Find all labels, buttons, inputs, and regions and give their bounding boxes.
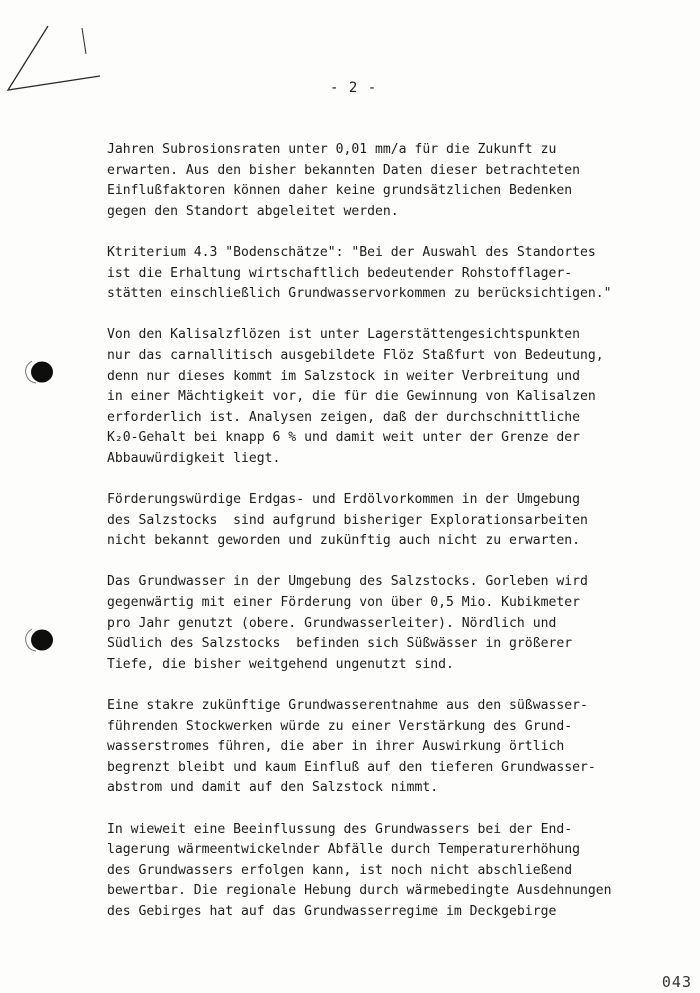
- text-line: ist die Erhaltung wirtschaftlich bedeutender Rohstofflager-: [107, 265, 573, 281]
- text-line: nicht bekannt geworden und zukünftig auch nicht zu erwarten.: [107, 533, 580, 549]
- paragraph: [107, 820, 667, 923]
- text-line: des Gebirges hat auf das Grundwasserregime im Deckgebirge: [107, 903, 557, 919]
- text-line: stätten einschließlich Grundwasservorkommen zu berücksichtigen.": [107, 286, 612, 302]
- text-line: pro Jahr genutzt (obere. Grundwasserleiter). Nördlich und: [107, 615, 557, 631]
- body-text: [107, 140, 667, 943]
- text-line: lagerung wärmeentwickelnder Abfälle durch Temperaturerhöhung: [107, 842, 580, 858]
- pen-mark-icon: [4, 20, 104, 100]
- text-line: begrenzt bleibt und kaum Einfluß auf den tieferen Grundwasser-: [107, 759, 596, 775]
- text-line: nur das carnallitisch ausgebildete Flöz Staßfurt von Bedeutung,: [107, 347, 604, 363]
- text-line: Jahren Subrosionsraten unter 0,01 mm/a für die Zukunft zu: [107, 142, 557, 157]
- text-line: Das Grundwasser in der Umgebung des Salzstocks. Gorleben wird: [107, 574, 588, 590]
- text-line: Abbauwürdigkeit liegt.: [107, 450, 281, 466]
- paragraph: [107, 490, 667, 552]
- text-line: In wieweit eine Beeinflussung des Grundwassers bei der End-: [107, 821, 573, 837]
- archive-stamp: 043: [661, 973, 692, 991]
- paragraph: [107, 572, 667, 675]
- text-line: Von den Kalisalzflözen ist unter Lagerstättengesichtspunkten: [107, 327, 580, 343]
- text-line: Südlich des Salzstocks befinden sich Süßwässer in größerer: [107, 636, 573, 652]
- text-line: denn nur dieses kommt im Salzstock in weiter Verbreitung und: [107, 368, 580, 384]
- text-line: Einflußfaktoren können daher keine grundsätzlichen Bedenken: [107, 183, 573, 199]
- paragraph: [107, 140, 667, 222]
- text-line: des Grundwassers erfolgen kann, ist noch nicht abschließend: [107, 862, 573, 878]
- text-line: Förderungswürdige Erdgas- und Erdölvorkommen in der Umgebung: [107, 492, 580, 508]
- punch-hole-icon: [22, 358, 58, 386]
- text-line: erwarten. Aus den bisher bekannten Daten dieser betrachteten: [107, 162, 580, 178]
- page-number: - 2 -: [330, 80, 378, 96]
- text-line: des Salzstocks sind aufgrund bisheriger Explorationsarbeiten: [107, 512, 588, 528]
- paragraph: [107, 243, 667, 305]
- text-line: gegen den Standort abgeleitet werden.: [107, 203, 399, 219]
- text-line: Tiefe, die bisher weitgehend ungenutzt sind.: [107, 656, 454, 672]
- text-line: Ktriterium 4.3 "Bodenschätze": "Bei der Auswahl des Standortes: [107, 244, 596, 260]
- text-line: wasserstromes führen, die aber in ihrer Auswirkung örtlich: [107, 739, 565, 755]
- paragraph: [107, 696, 667, 799]
- text-line: erforderlich ist. Analysen zeigen, daß der durchschnittliche: [107, 409, 580, 425]
- punch-hole-icon: [22, 626, 58, 654]
- text-line: abstrom und damit auf den Salzstock nimmt.: [107, 780, 439, 796]
- text-line: führenden Stockwerken würde zu einer Verstärkung des Grund-: [107, 718, 573, 734]
- paragraph: [107, 325, 667, 469]
- text-line: K₂0-Gehalt bei knapp 6 % und damit weit unter der Grenze der: [107, 430, 580, 446]
- text-line: bewertbar. Die regionale Hebung durch wärmebedingte Ausdehnungen: [107, 883, 612, 899]
- text-line: in einer Mächtigkeit vor, die für die Gewinnung von Kalisalzen: [107, 389, 596, 405]
- text-line: gegenwärtig mit einer Förderung von über 0,5 Mio. Kubikmeter: [107, 595, 580, 611]
- text-line: Eine stakre zukünftige Grundwasserentnahme aus den süßwasser-: [107, 698, 588, 714]
